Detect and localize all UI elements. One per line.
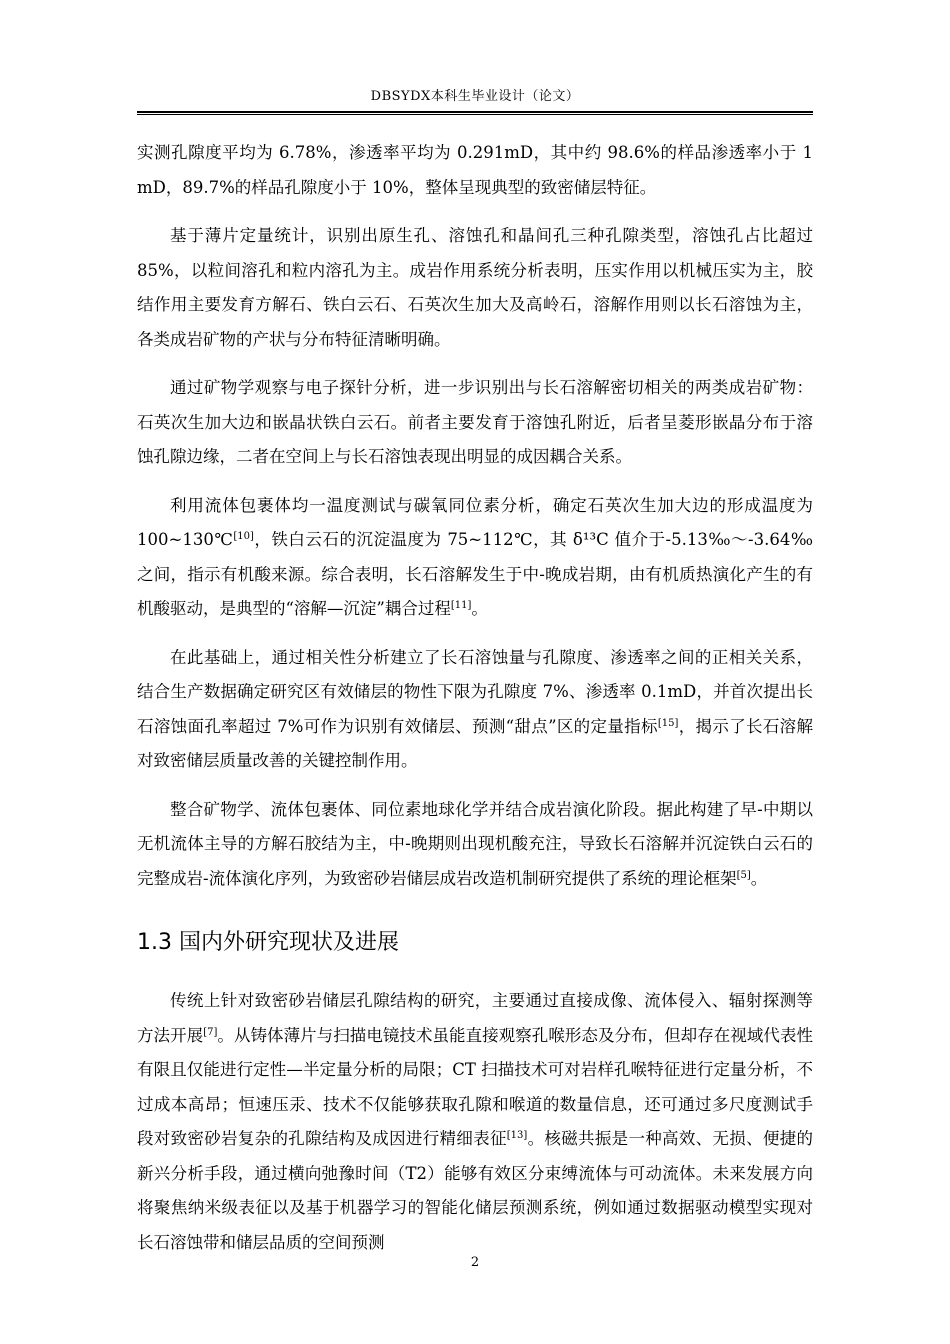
paragraph-research-status: 传统上针对致密砂岩储层孔隙结构的研究，主要通过直接成像、流体侵入、辐射探测等方法开展[7]。从铸体薄片与扫描电镜技术虽能直接观察孔喉形态及分布，但却存在视域代表性有限且仅能进行定性—半定量分析的局限；CT 扫描技术可对岩样孔喉特征进行定量分析，不过成本高昂；恒速压汞、技术不仅能够获取孔隙和喉道的数量信息，还可通过多尺度测试手段对致密砂岩复杂的孔隙结构及成因进行精细表征[13]。核磁共振是一种高效、无损、便捷的新兴分析手段，通过横向弛豫时间（T2）能够有效区分束缚流体与可动流体。未来发展方向将聚焦纳米级表征以及基于机器学习的智能化储层预测系统，例如通过数据驱动模型实现对长石溶蚀带和储层品质的空间预测 — [137, 991, 814, 1252]
section-title: 国内外研究现状及进展 — [179, 930, 400, 955]
header-rule — [137, 111, 813, 113]
running-header: DBSYDX本科生毕业设计（论文） — [370, 89, 580, 104]
citation-ref[interactable]: [15] — [657, 717, 679, 729]
paragraph-diagenetic-minerals: 通过矿物学观察与电子探针分析，进一步识别出与长石溶解密切相关的两类成岩矿物：石英次生加大边和嵌晶状铁白云石。前者主要发育于溶蚀孔附近，后者呈菱形嵌晶分布于溶蚀孔隙边缘，二者在空间上与长石溶蚀表现出明显的成因耦合关系。 — [137, 378, 813, 466]
paragraph-pore-types: 基于薄片定量统计，识别出原生孔、溶蚀孔和晶间孔三种孔隙类型，溶蚀孔占比超过 85%，以粒间溶孔和粒内溶孔为主。成岩作用系统分析表明，压实作用以机械压实为主，胶结作用主要发育方解石、铁白云石、石英次生加大及高岭石，溶解作用则以长石溶蚀为主，各类成岩矿物的产状与分布特征清晰明确。 — [137, 226, 813, 349]
citation-ref[interactable]: [13] — [506, 1130, 528, 1141]
page-body — [137, 136, 813, 1274]
section-number: 1.3 — [137, 930, 172, 955]
paragraph-evolution-sequence: 整合矿物学、流体包裹体、同位素地球化学并结合成岩演化阶段。据此构建了早-中期以无机流体主导的方解石胶结为主，中-晚期则出现机酸充注，导致长石溶解并沉淀铁白云石的完整成岩-流体演化序列，为致密砂岩储层成岩改造机制研究提供了系统的理论框架[5]。 — [137, 799, 813, 888]
paragraph-correlation: 在此基础上，通过相关性分析建立了长石溶蚀量与孔隙度、渗透率之间的正相关关系，结合生产数据确定研究区有效储层的物性下限为孔隙度 7%、渗透率 0.1mD，并首次提出长石溶蚀面孔率超过 7%可作为识别有效储层、预测“甜点”区的定量指标[15]，揭示了长石溶解对致密储层质量改善的关键控制作用。 — [137, 647, 814, 770]
citation-ref[interactable]: [5] — [736, 869, 751, 881]
header-rule-thin — [137, 114, 813, 115]
paragraph-porosity-summary: 实测孔隙度平均为 6.78%，渗透率平均为 0.291mD，其中约 98.6%的样品渗透率小于 1 mD，89.7%的样品孔隙度小于 10%，整体呈现典型的致密储层特征。 — [137, 143, 813, 197]
citation-ref[interactable]: [7] — [203, 1026, 218, 1038]
page-number: 2 — [470, 1255, 480, 1270]
citation-ref[interactable]: [11] — [450, 600, 472, 611]
paragraph-fluid-inclusion: 利用流体包裹体均一温度测试与碳氧同位素分析，确定石英次生加大边的形成温度为 100~130℃[10]，铁白云石的沉淀温度为 75~112℃，其 δ¹³C 值介于-5.13‰～-3.64‰之间，指示有机酸来源。综合表明，长石溶解发生于中-晚成岩期，由有机质热演化产生的有机酸驱动，是典型的“溶解—沉淀”耦合过程[11]。 — [137, 495, 813, 618]
section-heading — [137, 928, 813, 958]
citation-ref[interactable]: [10] — [233, 531, 254, 542]
